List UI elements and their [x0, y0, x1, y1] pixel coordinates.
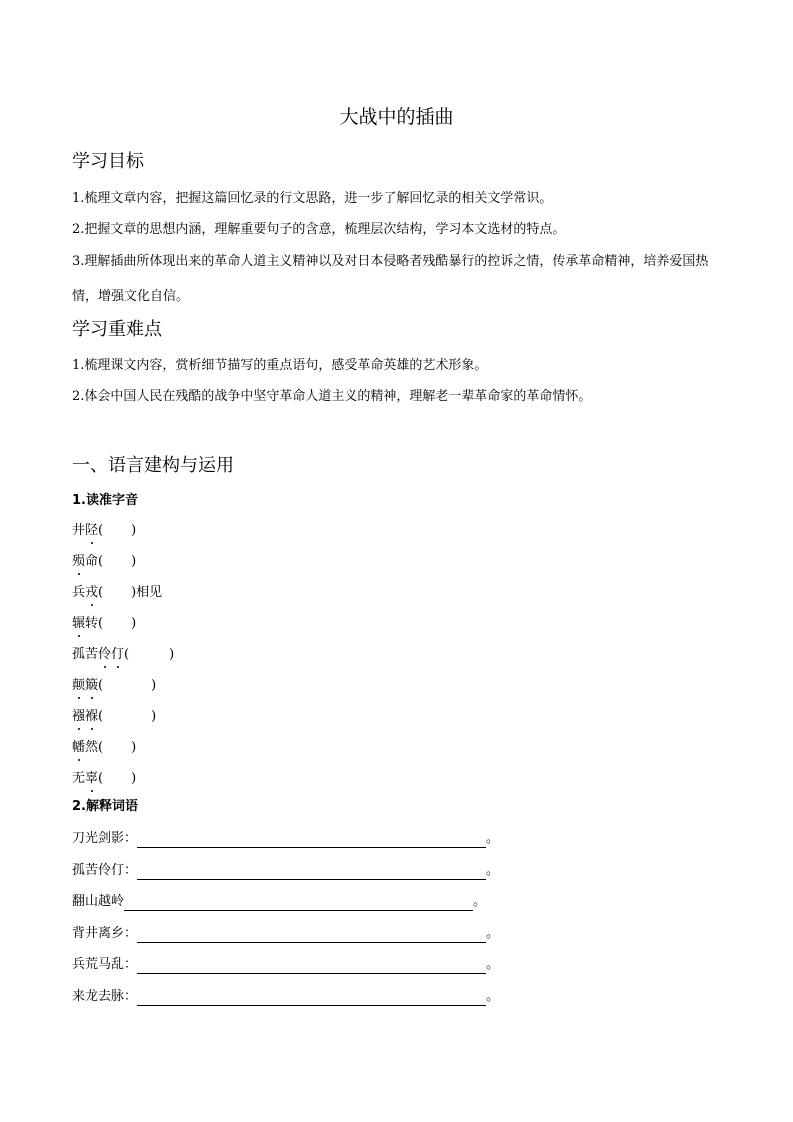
pron-item: 孤苦伶仃( )	[72, 647, 175, 662]
keypoint-item-1: 1.梳理课文内容，赏析细节描写的重点语句，感受革命英雄的艺术形象。	[72, 358, 488, 373]
answer-blank[interactable]	[137, 929, 486, 943]
dotted-char: 伶	[98, 647, 112, 662]
answer-blank[interactable]	[137, 960, 486, 974]
pron-item: 殒命( )	[72, 554, 137, 569]
dotted-char: 襁	[72, 709, 86, 724]
dotted-char: 幡	[72, 740, 86, 755]
dotted-char: 陉	[85, 523, 99, 538]
dotted-char: 仃	[111, 647, 125, 662]
objective-item-3: 3.理解插曲所体现出来的革命人道主义精神以及对日本侵略者残酷暴行的控诉之情，传承革命精神，培养爱国热情，增强文化自信。	[72, 254, 709, 304]
dotted-char: 褓	[85, 709, 99, 724]
dotted-char: 颠	[72, 678, 86, 693]
pron-item: 颠簸( )	[72, 678, 157, 693]
dotted-char: 辜	[85, 771, 99, 786]
keypoint-item-2: 2.体会中国人民在残酷的战争中坚守革命人道主义的精神，理解老一辈革命家的革命情怀。	[72, 389, 592, 404]
answer-blank[interactable]	[137, 992, 486, 1006]
objective-item-1: 1.梳理文章内容，把握这篇回忆录的行文思路，进一步了解回忆录的相关文学常识。	[72, 191, 553, 206]
page-title: 大战中的插曲	[339, 106, 454, 128]
pron-item: 襁褓( )	[72, 709, 157, 724]
answer-blank[interactable]	[137, 866, 486, 880]
vocab-item: 孤苦伶仃： 。	[72, 863, 500, 878]
vocab-item: 翻山越岭 。	[72, 894, 487, 909]
dotted-char: 殒	[72, 554, 86, 569]
answer-blank[interactable]	[124, 897, 473, 911]
objective-item-2: 2.把握文章的思想内涵，理解重要句子的含意，梳理层次结构，学习本文选材的特点。	[72, 222, 566, 237]
dotted-char: 戎	[85, 585, 99, 600]
pron-item: 辗转( )	[72, 616, 137, 631]
q1-heading: 1.读准字音	[72, 493, 138, 508]
objectives-heading: 学习目标	[72, 151, 144, 172]
vocab-item: 刀光剑影： 。	[72, 831, 500, 846]
dotted-char: 辗	[72, 616, 86, 631]
vocab-item: 背井离乡： 。	[72, 926, 500, 941]
dotted-char: 簸	[85, 678, 99, 693]
keypoints-heading: 学习重难点	[72, 319, 162, 340]
pron-item: 兵戎( )相见	[72, 585, 163, 600]
vocab-item: 来龙去脉： 。	[72, 989, 500, 1004]
pron-item: 幡然( )	[72, 740, 137, 755]
pron-item: 无辜( )	[72, 771, 137, 786]
vocab-item: 兵荒马乱： 。	[72, 957, 500, 972]
part1-heading: 一、语言建构与运用	[72, 455, 234, 476]
q2-heading: 2.解释词语	[72, 799, 138, 814]
pron-item: 井陉( )	[72, 523, 137, 538]
answer-blank[interactable]	[137, 834, 486, 848]
